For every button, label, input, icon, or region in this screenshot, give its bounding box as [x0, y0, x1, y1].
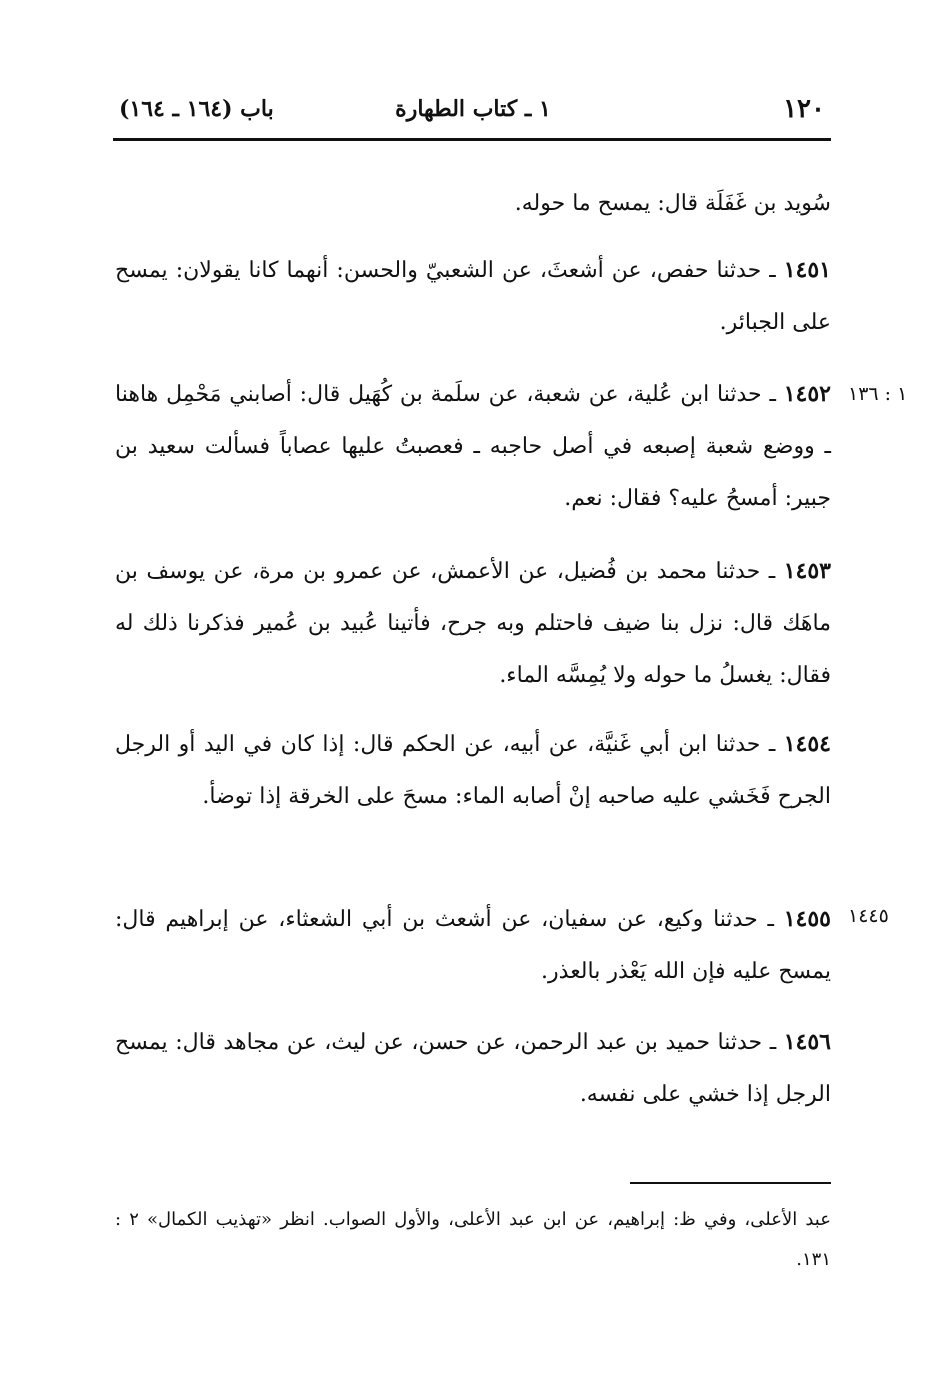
hadith-number: ١٤٥٢: [783, 381, 831, 407]
hadith-1455: [115, 893, 831, 998]
hadith-number: ١٤٥٥: [783, 906, 831, 932]
hadith-text: ـ حدثنا حفص، عن أشعثَ، عن الشعبيّ والحسن: أنهما كانا يقولان: يمسح على الجبائر.: [115, 258, 831, 335]
margin-reference: ١٤٤٥: [848, 905, 889, 927]
hadith-text: ـ حدثنا وكيع، عن سفيان، عن أشعث بن أبي الشعثاء، عن إبراهيم قال: يمسح عليه فإن الله يَعْذر بالعذر.: [115, 907, 831, 984]
margin-reference: ١ : ١٣٦: [848, 383, 908, 405]
hadith-1452: [115, 368, 831, 525]
hadith-1454: [115, 718, 831, 823]
page-number: ١٢٠: [783, 94, 825, 124]
hadith-1451: [115, 244, 831, 349]
hadith-text: ـ حدثنا ابن أبي غَنيَّة، عن أبيه، عن الحكم قال: إذا كان في اليد أو الرجل الجرح فَخَشي عليه صاحبه إنْ أصابه الماء: مسحَ على الخرقة إذا توضأ.: [115, 732, 831, 809]
hadith-text: ـ حدثنا ابن عُلية، عن شعبة، عن سلَمة بن كُهَيل قال: أصابني مَحْمِل هاهنا ـ ووضع شعبة إصبعه في أصل حاجبه ـ فعصبتُ عليها عصاباً فسألت سعيد بن جبير: أمسحُ عليه؟ فقال: نعم.: [115, 382, 831, 511]
hadith-number: ١٤٥٣: [783, 558, 831, 584]
footnote-rule: [630, 1182, 831, 1184]
footnote: عبد الأعلى، وفي ظ: إبراهيم، عن ابن عبد الأعلى، والأول الصواب. انظر «تهذيب الكمال» ٢ : ١٣١.: [115, 1209, 831, 1270]
hadith-number: ١٤٥١: [783, 257, 831, 283]
hadith-text: ـ حدثنا حميد بن عبد الرحمن، عن حسن، عن ليث، عن مجاهد قال: يمسح الرجل إذا خشي على نفسه.: [115, 1030, 831, 1107]
chapter-range: باب (١٦٤ ـ ١٦٤): [119, 96, 274, 122]
hadith-1453: [115, 545, 831, 702]
hadith-continuation: [115, 178, 831, 230]
hadith-number: ١٤٥٤: [783, 731, 831, 757]
running-header: [113, 88, 833, 132]
hadith-text: سُويد بن غَفَلَة قال: يمسح ما حوله.: [514, 191, 831, 216]
hadith-text: ـ حدثنا محمد بن فُضيل، عن الأعمش، عن عمرو بن مرة، عن يوسف بن ماهَك قال: نزل بنا ضيف فاحتلم وبه جرح، فأتينا عُبيد بن عُمير فذكرنا ذلك له فقال: يغسلُ ما حوله ولا يُمِسَّه الماء.: [115, 559, 831, 688]
hadith-1456: [115, 1016, 831, 1121]
hadith-number: ١٤٥٦: [783, 1029, 831, 1055]
book-title: ١ ـ كتاب الطهارة: [395, 96, 551, 122]
header-rule: [113, 138, 831, 141]
